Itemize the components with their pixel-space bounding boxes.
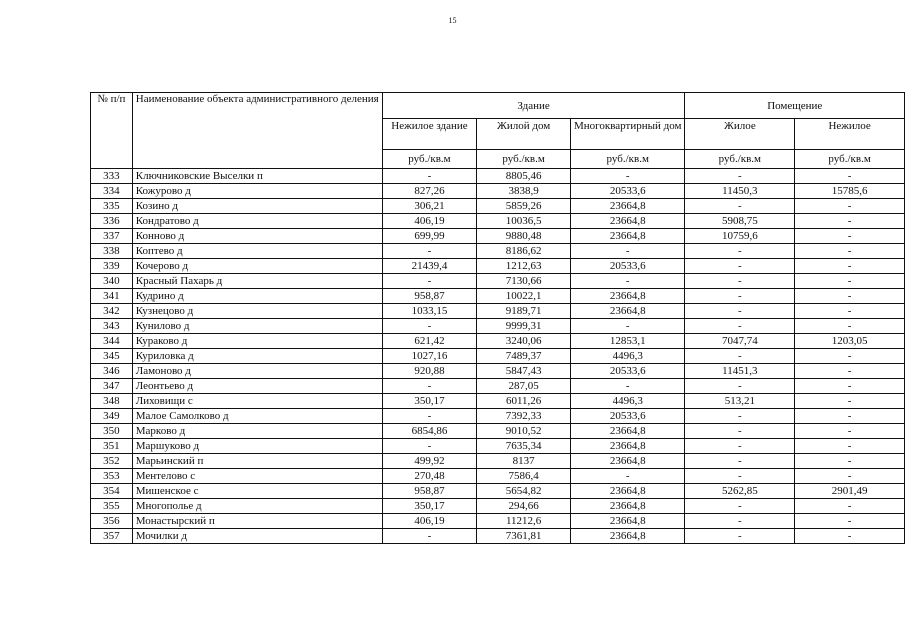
row-number: 345 <box>91 349 133 364</box>
premises-nonresidential-rate: - <box>795 499 905 514</box>
nonresidential-building-rate: 406,19 <box>382 214 477 229</box>
apartment-building-rate: 12853,1 <box>570 334 685 349</box>
table-row <box>91 499 905 514</box>
apartment-building-rate: 23664,8 <box>570 229 685 244</box>
settlement-name: Куриловка д <box>132 349 382 364</box>
settlement-name: Кузнецово д <box>132 304 382 319</box>
premises-nonresidential-rate: - <box>795 229 905 244</box>
residential-house-rate: 10022,1 <box>477 289 571 304</box>
nonresidential-building-rate: - <box>382 439 477 454</box>
residential-house-rate: 8805,46 <box>477 169 571 184</box>
premises-nonresidential-rate: - <box>795 319 905 334</box>
column-header-premises-nonresidential: Нежилое <box>795 119 905 150</box>
premises-nonresidential-rate: - <box>795 514 905 529</box>
row-number: 343 <box>91 319 133 334</box>
settlement-name: Козино д <box>132 199 382 214</box>
premises-residential-rate: - <box>685 499 795 514</box>
table-row <box>91 529 905 544</box>
row-number: 352 <box>91 454 133 469</box>
residential-house-rate: 287,05 <box>477 379 571 394</box>
residential-house-rate: 1212,63 <box>477 259 571 274</box>
premises-residential-rate: - <box>685 529 795 544</box>
settlement-name: Кочерово д <box>132 259 382 274</box>
settlement-name: Конново д <box>132 229 382 244</box>
row-number: 334 <box>91 184 133 199</box>
settlement-name: Мишенское с <box>132 484 382 499</box>
page-number: 15 <box>448 16 457 25</box>
apartment-building-rate: 23664,8 <box>570 484 685 499</box>
apartment-building-rate: 23664,8 <box>570 199 685 214</box>
residential-house-rate: 11212,6 <box>477 514 571 529</box>
premises-nonresidential-rate: 2901,49 <box>795 484 905 499</box>
residential-house-rate: 7489,37 <box>477 349 571 364</box>
premises-nonresidential-rate: - <box>795 529 905 544</box>
premises-nonresidential-rate: - <box>795 349 905 364</box>
premises-nonresidential-rate: - <box>795 439 905 454</box>
column-header-premises-residential: Жилое <box>685 119 795 150</box>
row-number: 337 <box>91 229 133 244</box>
column-header-nonresidential-building: Нежилое здание <box>382 119 477 150</box>
tariff-table <box>90 92 905 544</box>
residential-house-rate: 3838,9 <box>477 184 571 199</box>
row-number: 340 <box>91 274 133 289</box>
apartment-building-rate: 23664,8 <box>570 304 685 319</box>
table-row <box>91 439 905 454</box>
nonresidential-building-rate: - <box>382 169 477 184</box>
residential-house-rate: 7361,81 <box>477 529 571 544</box>
apartment-building-rate: - <box>570 244 685 259</box>
nonresidential-building-rate: 306,21 <box>382 199 477 214</box>
premises-nonresidential-rate: - <box>795 409 905 424</box>
table-row <box>91 169 905 184</box>
premises-residential-rate: 11451,3 <box>685 364 795 379</box>
table-row <box>91 229 905 244</box>
unit-label: руб./кв.м <box>795 150 905 169</box>
row-number: 333 <box>91 169 133 184</box>
premises-nonresidential-rate: - <box>795 169 905 184</box>
premises-residential-rate: - <box>685 514 795 529</box>
group-header-building: Здание <box>382 93 685 119</box>
nonresidential-building-rate: - <box>382 319 477 334</box>
unit-label: руб./кв.м <box>477 150 571 169</box>
table-row <box>91 289 905 304</box>
table-row <box>91 469 905 484</box>
table-body <box>91 169 905 544</box>
table-row <box>91 304 905 319</box>
premises-nonresidential-rate: - <box>795 259 905 274</box>
group-header-premises: Помещение <box>685 93 905 119</box>
apartment-building-rate: 4496,3 <box>570 394 685 409</box>
table-row <box>91 274 905 289</box>
apartment-building-rate: 23664,8 <box>570 439 685 454</box>
table-row <box>91 214 905 229</box>
table-row <box>91 364 905 379</box>
table-row <box>91 259 905 274</box>
residential-house-rate: 5847,43 <box>477 364 571 379</box>
row-number: 348 <box>91 394 133 409</box>
nonresidential-building-rate: - <box>382 274 477 289</box>
row-number: 353 <box>91 469 133 484</box>
premises-residential-rate: 7047,74 <box>685 334 795 349</box>
premises-nonresidential-rate: - <box>795 469 905 484</box>
residential-house-rate: 7586,4 <box>477 469 571 484</box>
row-number: 344 <box>91 334 133 349</box>
premises-nonresidential-rate: - <box>795 199 905 214</box>
nonresidential-building-rate: 1033,15 <box>382 304 477 319</box>
settlement-name: Кураково д <box>132 334 382 349</box>
row-number: 346 <box>91 364 133 379</box>
settlement-name: Малое Самолково д <box>132 409 382 424</box>
nonresidential-building-rate: - <box>382 409 477 424</box>
apartment-building-rate: 23664,8 <box>570 424 685 439</box>
nonresidential-building-rate: - <box>382 529 477 544</box>
apartment-building-rate: - <box>570 274 685 289</box>
premises-residential-rate: 11450,3 <box>685 184 795 199</box>
premises-nonresidential-rate: - <box>795 379 905 394</box>
nonresidential-building-rate: 6854,86 <box>382 424 477 439</box>
row-number: 338 <box>91 244 133 259</box>
premises-nonresidential-rate: - <box>795 394 905 409</box>
row-number: 356 <box>91 514 133 529</box>
settlement-name: Ключниковские Выселки п <box>132 169 382 184</box>
table-row <box>91 349 905 364</box>
table-row <box>91 244 905 259</box>
table-row <box>91 424 905 439</box>
premises-residential-rate: - <box>685 424 795 439</box>
residential-house-rate: 9880,48 <box>477 229 571 244</box>
row-number: 357 <box>91 529 133 544</box>
apartment-building-rate: - <box>570 319 685 334</box>
premises-residential-rate: 10759,6 <box>685 229 795 244</box>
table-row <box>91 199 905 214</box>
row-number: 336 <box>91 214 133 229</box>
residential-house-rate: 10036,5 <box>477 214 571 229</box>
apartment-building-rate: 23664,8 <box>570 514 685 529</box>
table-row <box>91 394 905 409</box>
premises-nonresidential-rate: - <box>795 289 905 304</box>
nonresidential-building-rate: - <box>382 379 477 394</box>
premises-nonresidential-rate: - <box>795 274 905 289</box>
residential-house-rate: 7130,66 <box>477 274 571 289</box>
settlement-name: Марьинский п <box>132 454 382 469</box>
row-number: 354 <box>91 484 133 499</box>
residential-house-rate: 5654,82 <box>477 484 571 499</box>
settlement-name: Кунилово д <box>132 319 382 334</box>
premises-nonresidential-rate: - <box>795 244 905 259</box>
table-row <box>91 514 905 529</box>
settlement-name: Красный Пахарь д <box>132 274 382 289</box>
row-number: 341 <box>91 289 133 304</box>
premises-residential-rate: - <box>685 439 795 454</box>
premises-residential-rate: 5262,85 <box>685 484 795 499</box>
premises-residential-rate: - <box>685 469 795 484</box>
settlement-name: Ментелово с <box>132 469 382 484</box>
column-header-residential-house: Жилой дом <box>477 119 571 150</box>
nonresidential-building-rate: 958,87 <box>382 289 477 304</box>
apartment-building-rate: 4496,3 <box>570 349 685 364</box>
nonresidential-building-rate: 270,48 <box>382 469 477 484</box>
nonresidential-building-rate: 920,88 <box>382 364 477 379</box>
premises-nonresidential-rate: - <box>795 304 905 319</box>
row-number: 335 <box>91 199 133 214</box>
apartment-building-rate: 23664,8 <box>570 454 685 469</box>
residential-house-rate: 7635,34 <box>477 439 571 454</box>
table-row <box>91 319 905 334</box>
premises-residential-rate: - <box>685 409 795 424</box>
residential-house-rate: 9999,31 <box>477 319 571 334</box>
residential-house-rate: 294,66 <box>477 499 571 514</box>
premises-nonresidential-rate: - <box>795 364 905 379</box>
apartment-building-rate: - <box>570 169 685 184</box>
nonresidential-building-rate: - <box>382 244 477 259</box>
apartment-building-rate: 23664,8 <box>570 499 685 514</box>
unit-label: руб./кв.м <box>685 150 795 169</box>
premises-residential-rate: - <box>685 169 795 184</box>
premises-nonresidential-rate: 1203,05 <box>795 334 905 349</box>
premises-nonresidential-rate: 15785,6 <box>795 184 905 199</box>
apartment-building-rate: - <box>570 469 685 484</box>
settlement-name: Монастырский п <box>132 514 382 529</box>
apartment-building-rate: 20533,6 <box>570 409 685 424</box>
settlement-name: Марково д <box>132 424 382 439</box>
settlement-name: Маршуково д <box>132 439 382 454</box>
premises-residential-rate: - <box>685 244 795 259</box>
residential-house-rate: 5859,26 <box>477 199 571 214</box>
premises-residential-rate: - <box>685 379 795 394</box>
apartment-building-rate: 23664,8 <box>570 529 685 544</box>
nonresidential-building-rate: 499,92 <box>382 454 477 469</box>
settlement-name: Лиховищи с <box>132 394 382 409</box>
apartment-building-rate: 23664,8 <box>570 214 685 229</box>
settlement-name: Мочилки д <box>132 529 382 544</box>
residential-house-rate: 8186,62 <box>477 244 571 259</box>
residential-house-rate: 9010,52 <box>477 424 571 439</box>
settlement-name: Кудрино д <box>132 289 382 304</box>
row-number: 350 <box>91 424 133 439</box>
apartment-building-rate: 20533,6 <box>570 259 685 274</box>
settlement-name: Леонтьево д <box>132 379 382 394</box>
premises-residential-rate: - <box>685 304 795 319</box>
nonresidential-building-rate: 621,42 <box>382 334 477 349</box>
row-number: 342 <box>91 304 133 319</box>
row-number: 355 <box>91 499 133 514</box>
table-row <box>91 379 905 394</box>
nonresidential-building-rate: 350,17 <box>382 394 477 409</box>
premises-residential-rate: - <box>685 349 795 364</box>
nonresidential-building-rate: 21439,4 <box>382 259 477 274</box>
premises-residential-rate: - <box>685 259 795 274</box>
apartment-building-rate: 20533,6 <box>570 184 685 199</box>
premises-residential-rate: - <box>685 319 795 334</box>
nonresidential-building-rate: 350,17 <box>382 499 477 514</box>
premises-residential-rate: - <box>685 274 795 289</box>
premises-nonresidential-rate: - <box>795 454 905 469</box>
premises-residential-rate: 513,21 <box>685 394 795 409</box>
apartment-building-rate: - <box>570 379 685 394</box>
apartment-building-rate: 20533,6 <box>570 364 685 379</box>
premises-nonresidential-rate: - <box>795 424 905 439</box>
row-number: 347 <box>91 379 133 394</box>
settlement-name: Кондратово д <box>132 214 382 229</box>
column-header-name: Наименование объекта административного деления <box>132 93 382 169</box>
nonresidential-building-rate: 827,26 <box>382 184 477 199</box>
premises-residential-rate: - <box>685 289 795 304</box>
settlement-name: Многополье д <box>132 499 382 514</box>
residential-house-rate: 3240,06 <box>477 334 571 349</box>
unit-label: руб./кв.м <box>570 150 685 169</box>
row-number: 351 <box>91 439 133 454</box>
row-number: 339 <box>91 259 133 274</box>
premises-residential-rate: - <box>685 454 795 469</box>
apartment-building-rate: 23664,8 <box>570 289 685 304</box>
table-row <box>91 409 905 424</box>
column-header-apartment-building: Многоквартирный дом <box>570 119 685 150</box>
nonresidential-building-rate: 406,19 <box>382 514 477 529</box>
premises-residential-rate: 5908,75 <box>685 214 795 229</box>
residential-house-rate: 6011,26 <box>477 394 571 409</box>
settlement-name: Коптево д <box>132 244 382 259</box>
premises-nonresidential-rate: - <box>795 214 905 229</box>
nonresidential-building-rate: 1027,16 <box>382 349 477 364</box>
premises-residential-rate: - <box>685 199 795 214</box>
nonresidential-building-rate: 958,87 <box>382 484 477 499</box>
residential-house-rate: 9189,71 <box>477 304 571 319</box>
table-row <box>91 184 905 199</box>
table-row <box>91 334 905 349</box>
table-row <box>91 454 905 469</box>
settlement-name: Кожурово д <box>132 184 382 199</box>
row-number: 349 <box>91 409 133 424</box>
residential-house-rate: 7392,33 <box>477 409 571 424</box>
unit-label: руб./кв.м <box>382 150 477 169</box>
nonresidential-building-rate: 699,99 <box>382 229 477 244</box>
settlement-name: Ламоново д <box>132 364 382 379</box>
column-header-number: № п/п <box>91 93 133 169</box>
residential-house-rate: 8137 <box>477 454 571 469</box>
table-row <box>91 484 905 499</box>
